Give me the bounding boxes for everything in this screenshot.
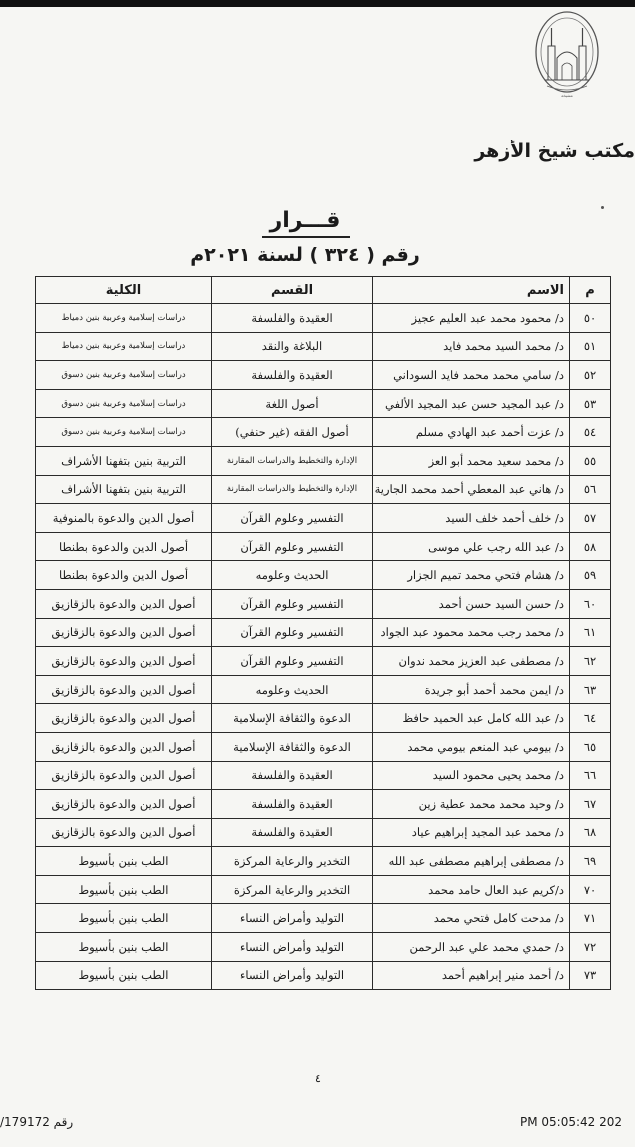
table-row <box>36 933 611 962</box>
table-row <box>36 961 611 990</box>
table-row <box>36 618 611 647</box>
cell-name: د/ محمد عبد المجيد إبراهيم عياد <box>373 818 570 847</box>
cell-name: د/ عبد الله كامل عبد الحميد حافظ <box>373 704 570 733</box>
cell-faculty: دراسات إسلامية وعربية بنين دسوق <box>36 361 212 390</box>
table-row <box>36 418 611 447</box>
cell-number: ٥٥ <box>570 446 611 475</box>
cell-name: د/ هاني عبد المعطي أحمد محمد الجارية <box>373 475 570 504</box>
cell-number: ٦٨ <box>570 818 611 847</box>
cell-number: ٥٢ <box>570 361 611 390</box>
cell-name: د/ سامي محمد محمد فايد السوداني <box>373 361 570 390</box>
cell-faculty: الطب بنين بأسيوط <box>36 847 212 876</box>
cell-department: الحديث وعلومه <box>212 561 373 590</box>
header-name: الاسم <box>373 277 570 304</box>
cell-faculty: أصول الدين والدعوة بطنطا <box>36 561 212 590</box>
table-row <box>36 790 611 819</box>
cell-department: الدعوة والثقافة الإسلامية <box>212 732 373 761</box>
cell-number: ٧٣ <box>570 961 611 990</box>
cell-name: د/ حمدي محمد علي عبد الرحمن <box>373 933 570 962</box>
cell-faculty: أصول الدين والدعوة بالمنوفية <box>36 504 212 533</box>
cell-faculty: دراسات إسلامية وعربية بنين دمياط <box>36 304 212 333</box>
cell-number: ٦١ <box>570 618 611 647</box>
cell-faculty: التربية بنين بتفهنا الأشراف <box>36 446 212 475</box>
cell-name: د/ بيومي عبد المنعم بيومي محمد <box>373 732 570 761</box>
cell-faculty: الطب بنين بأسيوط <box>36 933 212 962</box>
cell-department: التفسير وعلوم القرآن <box>212 589 373 618</box>
table-row <box>36 704 611 733</box>
cell-faculty: أصول الدين والدعوة بالزقازيق <box>36 704 212 733</box>
cell-number: ٥١ <box>570 332 611 361</box>
appointments-table <box>35 276 611 990</box>
page-number: ٤ <box>315 1072 321 1085</box>
cell-number: ٦٧ <box>570 790 611 819</box>
cell-faculty: الطب بنين بأسيوط <box>36 961 212 990</box>
cell-number: ٦٥ <box>570 732 611 761</box>
cell-name: د/ عبد المجيد حسن عبد المجيد الألفي <box>373 389 570 418</box>
cell-faculty: الطب بنين بأسيوط <box>36 904 212 933</box>
title-underline <box>262 236 350 238</box>
table-row <box>36 332 611 361</box>
table-row <box>36 589 611 618</box>
cell-number: ٦٣ <box>570 675 611 704</box>
footer-timestamp: PM 05:05:42 202 <box>520 1115 623 1129</box>
table-row <box>36 675 611 704</box>
cell-faculty: أصول الدين والدعوة بالزقازيق <box>36 675 212 704</box>
cell-name: د/كريم عبد العال حامد محمد <box>373 875 570 904</box>
table-row <box>36 818 611 847</box>
cell-department: العقيدة والفلسفة <box>212 761 373 790</box>
cell-department: التفسير وعلوم القرآن <box>212 618 373 647</box>
footer-reference: رقم 179172/ <box>0 1115 74 1129</box>
table-row <box>36 847 611 876</box>
cell-faculty: دراسات إسلامية وعربية بنين دسوق <box>36 418 212 447</box>
cell-name: د/ خلف أحمد خلف السيد <box>373 504 570 533</box>
al-azhar-seal-icon <box>533 8 601 100</box>
cell-department: الدعوة والثقافة الإسلامية <box>212 704 373 733</box>
table-row <box>36 361 611 390</box>
cell-name: د/ محمود محمد عبد العليم عجيز <box>373 304 570 333</box>
cell-name: د/ محمد السيد محمد فايد <box>373 332 570 361</box>
cell-department: أصول الفقه (غير حنفي) <box>212 418 373 447</box>
table-row <box>36 647 611 676</box>
cell-faculty: أصول الدين والدعوة بالزقازيق <box>36 818 212 847</box>
cell-name: د/ هشام فتحي محمد تميم الجزار <box>373 561 570 590</box>
cell-number: ٥٤ <box>570 418 611 447</box>
table-row <box>36 761 611 790</box>
cell-department: التفسير وعلوم القرآن <box>212 504 373 533</box>
cell-faculty: أصول الدين والدعوة بطنطا <box>36 532 212 561</box>
cell-number: ٦٩ <box>570 847 611 876</box>
cell-faculty: الطب بنين بأسيوط <box>36 875 212 904</box>
cell-number: ٥٦ <box>570 475 611 504</box>
top-border <box>0 0 635 7</box>
cell-department: التفسير وعلوم القرآن <box>212 647 373 676</box>
header-number: م <box>570 277 611 304</box>
cell-faculty: أصول الدين والدعوة بالزقازيق <box>36 647 212 676</box>
cell-name: د/ عزت أحمد عبد الهادي مسلم <box>373 418 570 447</box>
cell-name: د/ مصطفى عبد العزيز محمد ندوان <box>373 647 570 676</box>
cell-name: د/ حسن السيد حسن أحمد <box>373 589 570 618</box>
cell-department: الإدارة والتخطيط والدراسات المقارنة <box>212 475 373 504</box>
cell-department: التوليد وأمراض النساء <box>212 933 373 962</box>
cell-number: ٥٩ <box>570 561 611 590</box>
cell-number: ٦٤ <box>570 704 611 733</box>
cell-name: د/ محمد يحيى محمود السيد <box>373 761 570 790</box>
cell-number: ٥٣ <box>570 389 611 418</box>
table-row <box>36 304 611 333</box>
table-row <box>36 904 611 933</box>
table-row <box>36 475 611 504</box>
cell-number: ٦٢ <box>570 647 611 676</box>
cell-department: التخدير والرعاية المركزة <box>212 875 373 904</box>
cell-department: التوليد وأمراض النساء <box>212 904 373 933</box>
svg-text:ﻣﺸﻴﺨﺔ: ﻣﺸﻴﺨﺔ <box>561 93 573 98</box>
cell-number: ٥٨ <box>570 532 611 561</box>
cell-department: العقيدة والفلسفة <box>212 790 373 819</box>
cell-name: د/ عبد الله رجب علي موسى <box>373 532 570 561</box>
cell-faculty: أصول الدين والدعوة بالزقازيق <box>36 790 212 819</box>
cell-number: ٧١ <box>570 904 611 933</box>
cell-department: العقيدة والفلسفة <box>212 361 373 390</box>
table-row <box>36 389 611 418</box>
table-row <box>36 446 611 475</box>
cell-faculty: دراسات إسلامية وعربية بنين دمياط <box>36 332 212 361</box>
cell-faculty: أصول الدين والدعوة بالزقازيق <box>36 589 212 618</box>
cell-name: د/ محمد رجب محمد محمود عبد الجواد <box>373 618 570 647</box>
cell-name: د/ أحمد منير إبراهيم أحمد <box>373 961 570 990</box>
office-heading: مكتب شيخ الأزهر <box>474 140 635 162</box>
cell-number: ٥٧ <box>570 504 611 533</box>
cell-name: د/ مدحت كامل فتحي محمد <box>373 904 570 933</box>
table-row <box>36 532 611 561</box>
cell-faculty: التربية بنين بتفهنا الأشراف <box>36 475 212 504</box>
cell-number: ٥٠ <box>570 304 611 333</box>
table-row <box>36 875 611 904</box>
cell-department: العقيدة والفلسفة <box>212 304 373 333</box>
decree-number: رقم ( ٣٢٤ ) لسنة ٢٠٢١م <box>190 244 420 266</box>
cell-department: التخدير والرعاية المركزة <box>212 847 373 876</box>
cell-department: التوليد وأمراض النساء <box>212 961 373 990</box>
cell-number: ٦٦ <box>570 761 611 790</box>
table-header-row <box>36 277 611 304</box>
cell-name: د/ ايمن محمد أحمد أبو جريدة <box>373 675 570 704</box>
cell-faculty: أصول الدين والدعوة بالزقازيق <box>36 618 212 647</box>
cell-department: التفسير وعلوم القرآن <box>212 532 373 561</box>
decree-title: قـــرار <box>269 208 341 233</box>
header-faculty: الكلية <box>36 277 212 304</box>
cell-faculty: دراسات إسلامية وعربية بنين دسوق <box>36 389 212 418</box>
table-row <box>36 732 611 761</box>
cell-department: العقيدة والفلسفة <box>212 818 373 847</box>
cell-faculty: أصول الدين والدعوة بالزقازيق <box>36 761 212 790</box>
cell-faculty: أصول الدين والدعوة بالزقازيق <box>36 732 212 761</box>
cell-number: ٧٠ <box>570 875 611 904</box>
cell-department: أصول اللغة <box>212 389 373 418</box>
cell-name: د/ وحيد محمد محمد عطية زين <box>373 790 570 819</box>
table-row <box>36 504 611 533</box>
cell-name: د/ محمد سعيد محمد أبو العز <box>373 446 570 475</box>
decorative-dot <box>601 206 604 209</box>
cell-number: ٧٢ <box>570 933 611 962</box>
cell-department: الحديث وعلومه <box>212 675 373 704</box>
header-department: القسم <box>212 277 373 304</box>
cell-department: البلاغة والنقد <box>212 332 373 361</box>
cell-department: الإدارة والتخطيط والدراسات المقارنة <box>212 446 373 475</box>
cell-name: د/ مصطفى إبراهيم مصطفى عبد الله <box>373 847 570 876</box>
table-body <box>36 304 611 990</box>
cell-number: ٦٠ <box>570 589 611 618</box>
table-row <box>36 561 611 590</box>
